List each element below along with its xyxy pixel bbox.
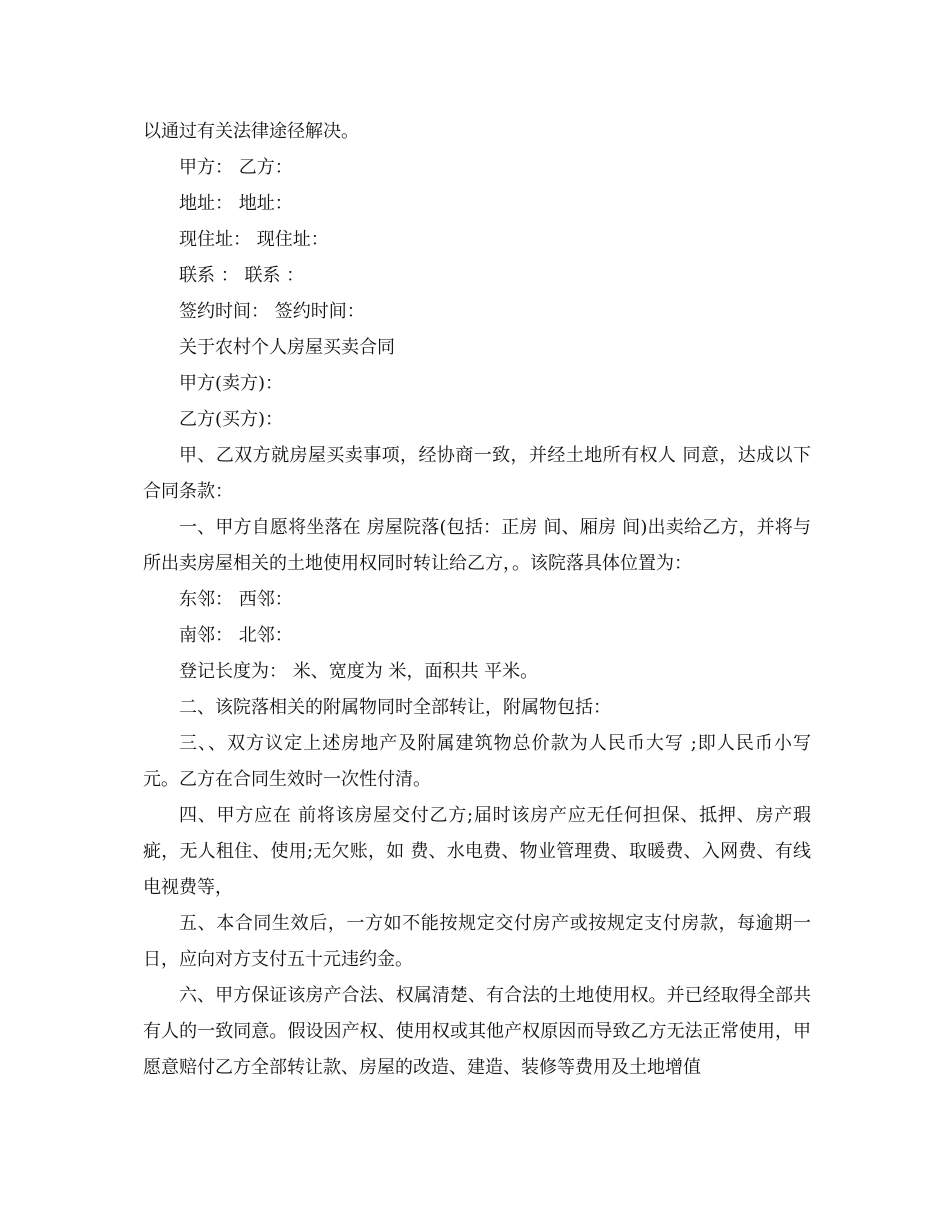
paragraph-continuation: 以通过有关法律途径解决。 (143, 121, 359, 142)
contact-line: 联系 ： 联系 ： (179, 265, 305, 286)
address-line: 地址： 地址： (179, 193, 293, 214)
clause-6: 六、甲方保证该房产合法、权属清楚、有合法的土地使用权。并已经取得全部共有人的一致同意。假设因产权、使用权或其他产权原因而导致乙方无法正常使用，甲愿意赔付乙方全部转让款、房屋的改造、建造、装修等费用及土地增值 (143, 985, 811, 1078)
preamble-paragraph: 甲、乙双方就房屋买卖事项，经协商一致，并经土地所有权人 同意，达成以下合同条款： (143, 445, 811, 502)
east-west-neighbors: 东邻： 西邻： (179, 589, 293, 610)
clause-1: 一、甲方自愿将坐落在 房屋院落(包括：正房 间、厢房 间)出卖给乙方，并将与所出卖房屋相关的土地使用权同时转让给乙方，。该院落具体位置为： (143, 517, 811, 574)
seller-line: 甲方(卖方)： (179, 373, 284, 394)
clause-4: 四、甲方应在 前将该房屋交付乙方;届时该房产应无任何担保、抵押、房产瑕疵，无人租住、使用;无欠账，如 费、水电费、物业管理费、取暖费、入网费、有线电视费等， (143, 805, 811, 898)
buyer-line: 乙方(买方)： (179, 409, 284, 430)
contract-title: 关于农村个人房屋买卖合同 (179, 337, 395, 358)
registered-dimensions: 登记长度为： 米、宽度为 米，面积共 平米。 (179, 661, 539, 682)
party-names-line: 甲方： 乙方： (179, 157, 293, 178)
clause-2: 二、该院落相关的附属物同时全部转让，附属物包括： (179, 697, 611, 718)
clause-3: 三、、双方议定上述房地产及附属建筑物总价款为人民币大写 ;即人民币小写 元。乙方在合同生效时一次性付清。 (143, 733, 811, 790)
current-address-line: 现住址： 现住址： (179, 229, 329, 250)
clause-5: 五、本合同生效后，一方如不能按规定交付房产或按规定支付房款，每逾期一日，应向对方支付五十元违约金。 (143, 913, 811, 970)
signing-date-line: 签约时间： 签约时间： (179, 301, 365, 322)
document-body (143, 114, 811, 1086)
south-north-neighbors: 南邻： 北邻： (179, 625, 293, 646)
